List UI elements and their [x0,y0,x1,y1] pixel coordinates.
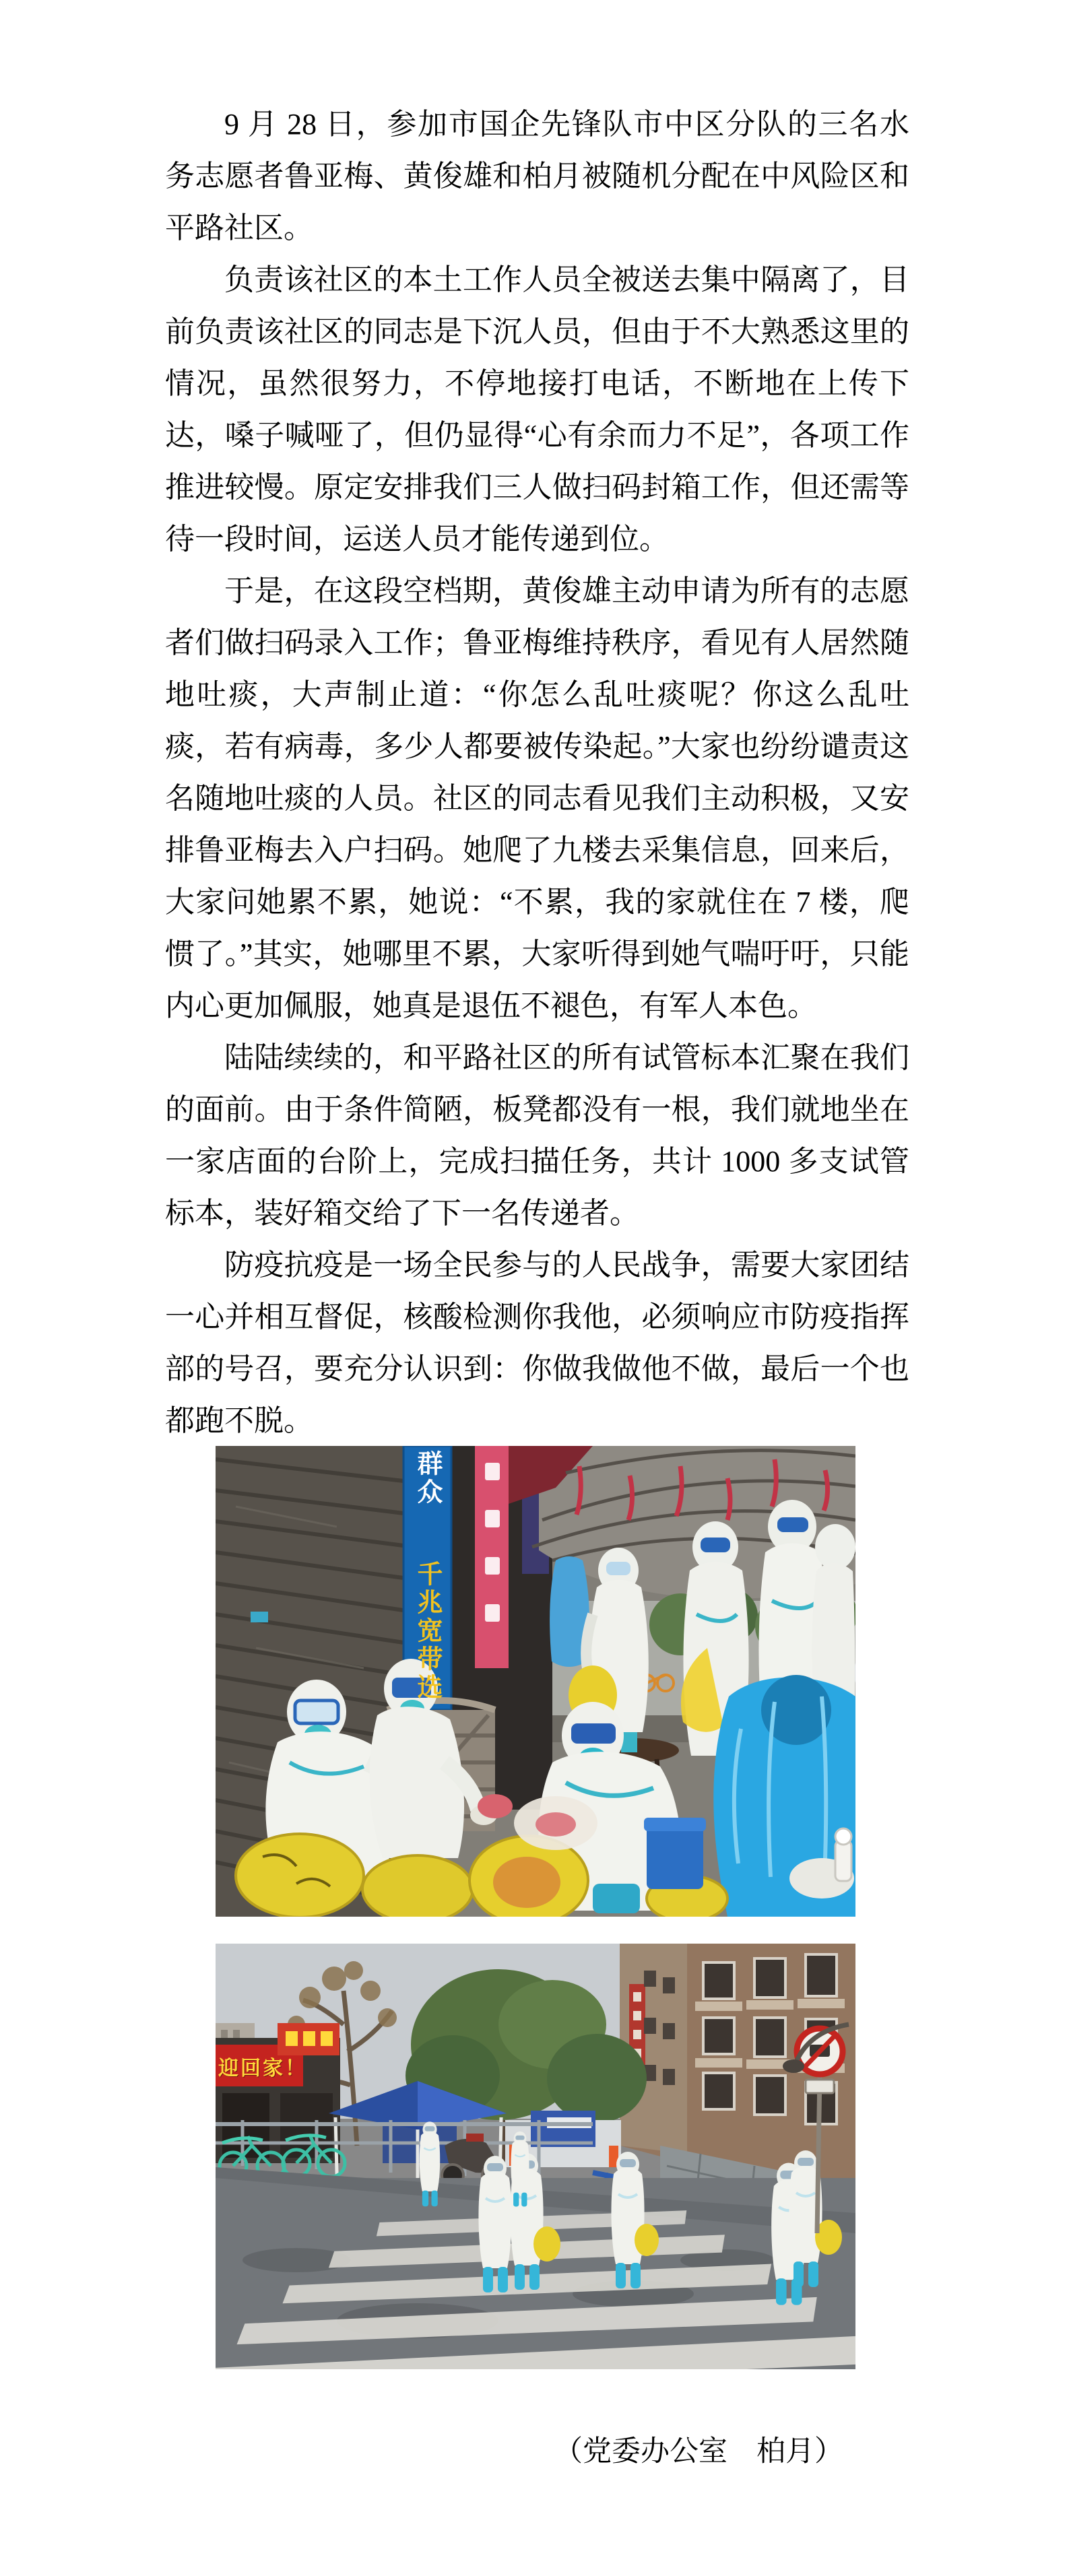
body-paragraph: 于是，在这段空档期，黄俊雄主动申请为所有的志愿者们做扫码录入工作；鲁亚梅维持秩序，看见有人居然随地吐痰，大声制止道：“你怎么乱吐痰呢？你这么乱吐痰，若有病毒，多少人都要被传染起。”大家也纷纷谴责这名随地吐痰的人员。社区的同志看见我们主动积极，又安排鲁亚梅去入户扫码。她爬了九楼去采集信息，回来后，大家问她累不累，她说：“不累，我的家就住在 7 楼，爬惯了。”其实，她哪里不累，大家听得到她气喘吁吁，只能内心更加佩服，她真是退伍不褪色，有军人本色。 [165,574,909,1022]
sign-text-bottom: 千兆宽带选 [413,1560,441,1702]
blue-poncho-figure [713,1675,855,1917]
photo-volunteers-scanning [216,1446,855,1917]
sign-text-top: 群众 [413,1450,441,1507]
body-paragraph: 9 月 28 日，参加市国企先锋队市中区分队的三名水务志愿者鲁亚梅、黄俊雄和柏月被随机分配在中风险区和平路社区。 [165,108,909,244]
shop-sign-text: 迎回家！ [218,2057,307,2080]
yellow-bag [635,2224,659,2256]
article-body [165,98,909,1447]
held-item [478,1794,513,1818]
photo1-illustration [216,1446,855,1917]
broadband-sign-text [410,1450,445,1709]
cooler-box [644,1818,706,1889]
photo2-illustration [216,1944,855,2369]
bag-contents [493,1857,560,1908]
yellow-bag [533,2226,560,2261]
body-paragraph: 防疫抗疫是一场全民参与的人民战争，需要大家团结一心并相互督促，核酸检测你我他，必须响应市防疫指挥部的号召，要充分认识到：你做我做他不做，最后一个也都跑不脱。 [165,1249,909,1437]
bottle [835,1841,851,1881]
blue-boot [593,1884,640,1913]
sign-plate [806,2080,834,2093]
attribution-line: （党委办公室 柏月） [554,2436,843,2468]
red-banner [475,1446,509,1668]
shutter-latch [251,1612,268,1622]
body-paragraph: 负责该社区的本土工作人员全被送去集中隔离了，目前负责该社区的同志是下沉人员，但由于不大熟悉这里的情况，虽然很努力，不停地接打电话，不断地在上传下达，嗓子喊哑了，但仍显得“心有余而力不足”，各项工作推进较慢。原定安排我们三人做扫码封箱工作，但还需等待一段时间，运送人员才能传递到位。 [165,263,909,556]
photo-street-checkpoint [216,1944,855,2369]
body-paragraph: 陆陆续续的，和平路社区的所有试管标本汇聚在我们的面前。由于条件简陋，板凳都没有一根，我们就地坐在一家店面的台阶上，完成扫描任务，共计 1000 多支试管标本，装好箱交给了下一名传递者。 [165,1041,909,1230]
